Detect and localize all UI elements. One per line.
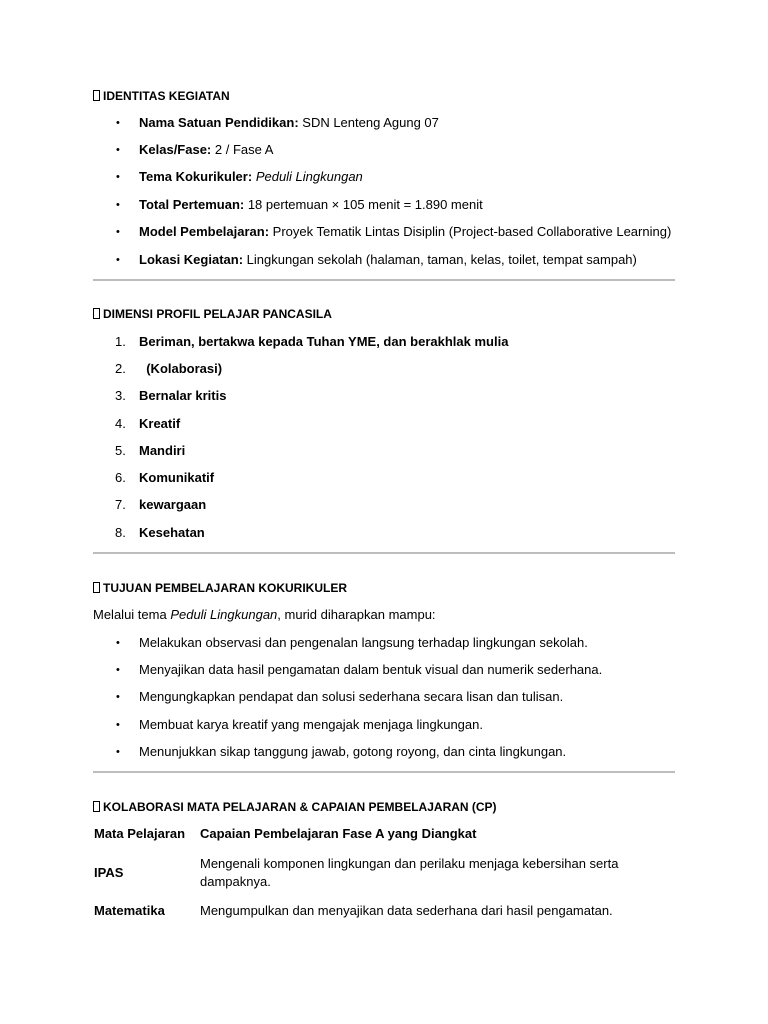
column-header: Capaian Pembelajaran Fase A yang Diangkat — [200, 826, 477, 841]
intro-paragraph: Melalui tema Peduli Lingkungan, murid diharapkan mampu: — [93, 607, 436, 622]
missing-glyph-icon — [93, 801, 100, 812]
horizontal-divider — [93, 552, 675, 554]
missing-glyph-icon — [93, 582, 100, 593]
section-heading-kolaborasi: KOLABORASI MATA PELAJARAN & CAPAIAN PEMBELAJARAN (CP) — [93, 799, 497, 815]
table-cell-cp: Mengenali komponen lingkungan dan perilaku menjaga kebersihan serta dampaknya. — [200, 856, 619, 889]
horizontal-divider — [93, 771, 675, 773]
missing-glyph-icon — [93, 90, 100, 101]
column-header: Mata Pelajaran — [94, 826, 186, 841]
table-cell-subject: IPAS — [94, 865, 124, 880]
table-row — [93, 855, 675, 891]
table-cell-subject: Matematika — [94, 903, 165, 918]
section-heading-tujuan: TUJUAN PEMBELAJARAN KOKURIKULER — [93, 580, 347, 596]
section-heading-identitas: IDENTITAS KEGIATAN — [93, 88, 230, 104]
section-heading-dimensi: DIMENSI PROFIL PELAJAR PANCASILA — [93, 306, 332, 322]
horizontal-divider — [93, 279, 675, 281]
missing-glyph-icon — [93, 308, 100, 319]
document-page: IDENTITAS KEGIATAN • Nama Satuan Pendidikan: SDN Lenteng Agung 07 • Kelas/Fase: 2 / Fase A • Tema Kokurikuler: Peduli Lingkungan • Total Pertemuan: 18 pertemuan × 105 menit = 1.890 menit • Model Pembelajaran: Proyek Tematik Lintas Disiplin (Project-based Collaborative Learning) • Lokasi Kegiatan: Lingkungan sekolah (halaman, taman, kelas, toilet, tempat sampah) DIMENSI PROFIL PELAJAR PANCASILA 1. Beriman, bertakwa kepada Tuhan YME, dan berakhlak mulia 2. (Kolaborasi) 3. Bernalar kritis 4. Kreatif 5. Mandiri 6. Komunikatif 7. kewargaan 8. Kesehatan TUJUAN PEMBELAJARAN KOKURIKULER Melalui tema Peduli Lingkungan, murid diharapkan mampu: • Melakukan observasi dan pengenalan langsung terhadap lingkungan sekolah. • Menyajikan data hasil pengamatan dalam bentuk visual dan numerik sederhana. • Mengungkapkan pendapat dan solusi sederhana secara lisan dan tulisan. • Membuat karya kreatif yang mengajak menjaga lingkungan. • Menunjukkan sikap tanggung jawab, gotong royong, dan cinta lingkungan. KOLABORASI MATA PELAJARAN & CAPAIAN PEMBELAJARAN (CP) Mata Pelajaran Capaian Pembelajaran Fase A yang Diangkat IPAS Mengenali komponen lingkungan dan perilaku menjaga kebersihan serta dampaknya. Matematika Mengumpulkan dan menyajikan data sederhana dari hasil pengamatan. — [0, 0, 768, 1024]
table-cell-cp: Mengumpulkan dan menyajikan data sederhana dari hasil pengamatan. — [200, 903, 613, 918]
